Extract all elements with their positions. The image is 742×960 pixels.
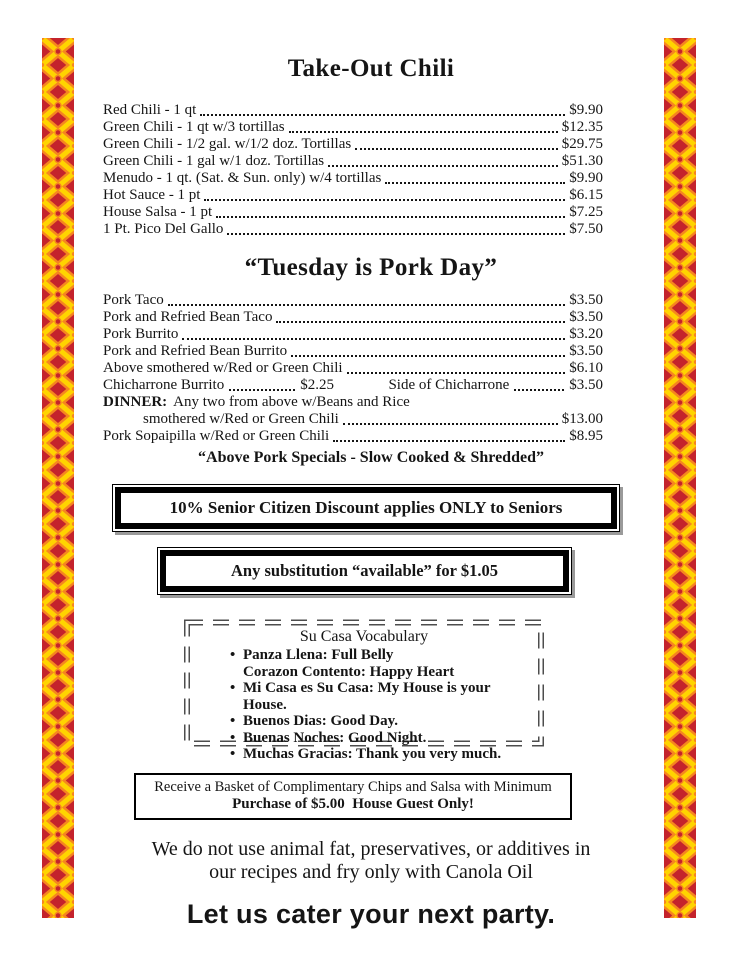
menu-item-row [103,119,603,136]
dinner-description: Any two from above w/Beans and Rice [173,394,410,410]
vocabulary-box [184,619,544,762]
dot-leader [291,355,565,357]
chips-salsa-box [134,773,572,820]
menu-item-row [103,326,603,343]
vocabulary-entry [230,746,530,763]
menu-item-price: $9.90 [569,102,603,118]
bullet-icon [230,664,243,681]
menu-item-label: Hot Sauce - 1 pt [103,187,201,203]
menu-item-price: $9.90 [569,170,603,186]
dot-leader [347,372,566,374]
dinner-label [103,394,410,411]
vocabulary-text: Corazon Contento: Happy Heart [243,663,455,680]
bullet-icon: • [230,647,236,663]
senior-discount-box-frame [115,487,617,529]
chicharrone-price: $2.25 [300,377,334,393]
vocabulary-title: Su Casa Vocabulary [299,628,429,645]
vocabulary-list [230,647,530,763]
menu-item-price: $6.15 [569,187,603,203]
dot-leader [355,148,558,150]
menu-item-row [103,136,603,153]
chips-salsa-line-1: Receive a Basket of Complimentary Chips and Salsa with Minimum [154,779,552,795]
chicharrone-row [103,377,603,394]
bullet-icon: • [230,713,236,729]
menu-item-row [103,221,603,238]
menu-item-label: Green Chili - 1/2 gal. w/1/2 doz. Tortillas [103,136,352,152]
dot-leader [514,389,564,391]
dot-leader [204,199,565,201]
menu-item-label: Pork and Refried Bean Burrito [103,343,288,359]
vocabulary-entry [230,730,530,747]
dinner-price-row [103,411,603,428]
dot-leader [200,114,565,116]
menu-item-price: $6.10 [569,360,603,376]
vocabulary-text: Buenas Noches: Good Night. [243,729,427,746]
menu-item-price: $3.50 [569,292,603,308]
menu-item-row [103,292,603,309]
side-chicharrone-price: $3.50 [569,377,603,393]
senior-discount-text: 10% Senior Citizen Discount applies ONLY to Seniors [120,492,612,524]
menu-item-row [103,102,603,119]
dot-leader [343,423,558,425]
no-additives-note [0,838,742,883]
dinner-smothered-label: smothered w/Red or Green Chili [143,411,339,427]
menu-item-row [103,428,603,445]
dinner-prefix: DINNER: [103,394,168,410]
substitution-box-frame [160,550,569,592]
menu-item-row [103,309,603,326]
chips-salsa-line-2: Purchase of $5.00 House Guest Only! [232,796,474,812]
menu-item-price: $3.20 [569,326,603,342]
menu-item-label: Pork Burrito [103,326,179,342]
menu-item-label: Above smothered w/Red or Green Chili [103,360,343,376]
senior-discount-box [112,484,620,532]
menu-item-label: House Salsa - 1 pt [103,204,213,220]
vocabulary-entry [230,664,530,681]
menu-item-label: Menudo - 1 qt. (Sat. & Sun. only) w/4 tortillas [103,170,382,186]
chicharrone-label: Chicharrone Burrito [103,377,225,393]
menu-item-label: Pork Sopaipilla w/Red or Green Chili [103,428,330,444]
bullet-icon: • [230,746,236,762]
menu-item-price: $8.95 [569,428,603,444]
dot-leader [333,440,565,442]
no-additives-line-1: We do not use animal fat, preservatives, or additives in [151,838,591,860]
vocabulary-text: Panza Llena: Full Belly [243,647,394,663]
dot-leader [227,233,565,235]
bullet-icon: • [230,680,236,696]
dot-leader [182,338,565,340]
vocabulary-text: Mi Casa es Su Casa: My House is your House. [243,680,491,713]
catering-callout: Let us cater your next party. [186,899,556,929]
menu-item-price: $51.30 [561,153,603,169]
no-additives-line-2: our recipes and fry only with Canola Oil [209,860,533,883]
menu-item-label: Green Chili - 1 gal w/1 doz. Tortillas [103,153,325,169]
menu-item-price: $29.75 [561,136,603,152]
dot-leader [216,216,565,218]
vocabulary-text: Muchas Gracias: Thank you very much. [243,746,502,762]
takeout-title: Take-Out Chili [287,55,455,82]
pork-day-title: “Tuesday is Pork Day” [244,254,498,281]
vocabulary-entry [230,647,530,664]
vocabulary-text: Buenos Dias: Good Day. [243,713,399,729]
dot-leader [168,304,566,306]
dinner-row [103,394,603,411]
dot-leader [276,321,565,323]
menu-item-price: $3.50 [569,343,603,359]
menu-item-label: Green Chili - 1 qt w/3 tortillas [103,119,285,135]
dot-leader [229,389,295,391]
takeout-menu-list [103,102,603,238]
pork-menu-list [103,292,603,445]
substitution-box [157,547,572,595]
menu-item-price: $7.50 [569,221,603,237]
menu-item-row [103,360,603,377]
menu-item-price: $7.25 [569,204,603,220]
side-chicharrone-label: Side of Chicharrone [388,377,510,393]
menu-item-label: 1 Pt. Pico Del Gallo [103,221,224,237]
dinner-price: $13.00 [561,411,603,427]
menu-item-row [103,204,603,221]
menu-item-label: Pork Taco [103,292,164,308]
menu-item-row [103,187,603,204]
dot-leader [328,165,558,167]
pork-specials-note: “Above Pork Specials - Slow Cooked & Shredded” [198,449,544,466]
dot-leader [289,131,558,133]
menu-item-price: $12.35 [561,119,603,135]
menu-item-label: Pork and Refried Bean Taco [103,309,273,325]
menu-item-row [103,170,603,187]
menu-item-row [103,153,603,170]
menu-item-row [103,343,603,360]
dot-leader [385,182,565,184]
menu-item-price: $3.50 [569,309,603,325]
vocabulary-entry [230,713,530,730]
vocabulary-entry [230,680,530,713]
bullet-icon: • [230,729,236,746]
substitution-text: Any substitution “available” for $1.05 [165,555,564,587]
menu-item-label: Red Chili - 1 qt [103,102,197,118]
